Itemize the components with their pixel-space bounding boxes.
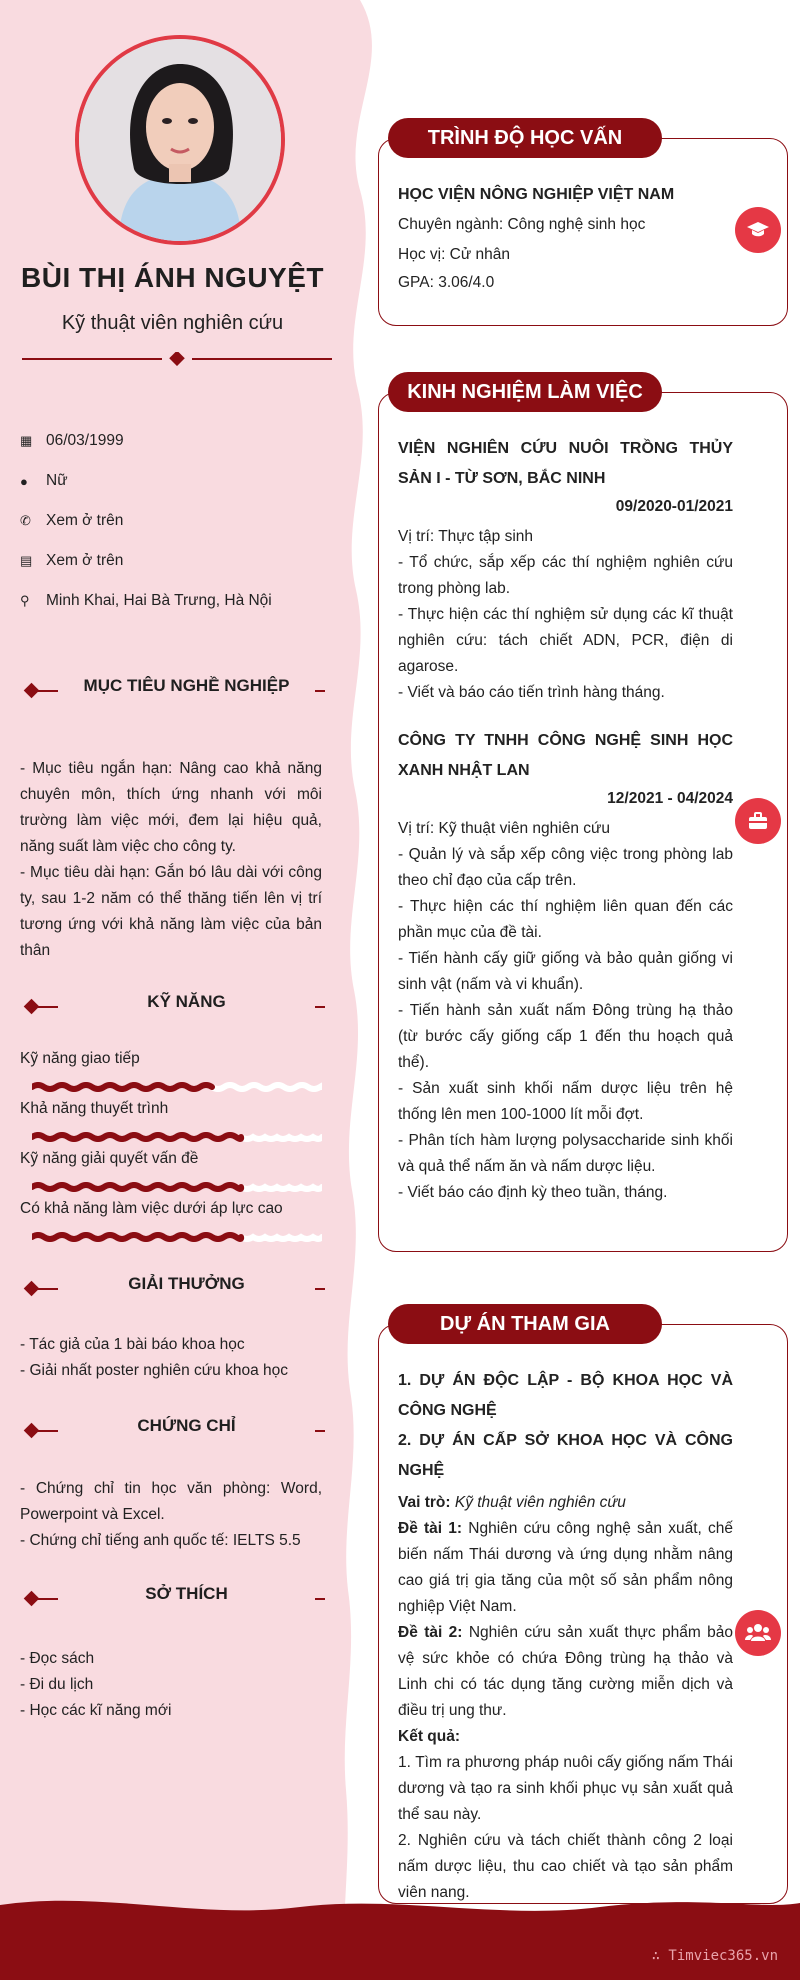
job-company: CÔNG TY TNHH CÔNG NGHỆ SINH HỌC XANH NHẬT LAN: [398, 732, 733, 779]
name-divider: [22, 352, 332, 366]
contact-phone-text: Xem ở trên: [46, 512, 124, 529]
cert-item: - Chứng chỉ tin học văn phòng: Word, Powerpoint và Excel.: [20, 1480, 322, 1523]
skill-bar: [32, 1082, 322, 1092]
project-role-value: Kỹ thuật viên nghiên cứu: [454, 1494, 626, 1511]
project-title: 1. DỰ ÁN ĐỘC LẬP - BỘ KHOA HỌC VÀ CÔNG NGHỆ: [398, 1372, 733, 1419]
award-item: - Tác giả của 1 bài báo khoa học: [20, 1336, 245, 1353]
hobby-item: - Đi du lịch: [20, 1676, 94, 1693]
skill-bar: [32, 1182, 322, 1192]
skills-heading-text: KỸ NĂNG: [139, 992, 233, 1011]
contact-address-text: Minh Khai, Hai Bà Trưng, Hà Nội: [46, 592, 272, 609]
skill-label: Khả năng thuyết trình: [20, 1100, 169, 1117]
certs-heading-text: CHỨNG CHỈ: [129, 1416, 243, 1435]
awards-heading: [20, 1274, 325, 1300]
skill-label: Kỹ năng giải quyết vấn đề: [20, 1150, 199, 1167]
job-duty: - Viết báo cáo định kỳ theo tuần, tháng.: [398, 1184, 668, 1201]
job-duty: - Thực hiện các thí nghiệm sử dụng các kĩ thuật nghiên cứu: tách chiết ADN, PCR, điện di agarose.: [398, 606, 733, 675]
portrait-illustration: [79, 39, 281, 241]
topic1-text: Nghiên cứu công nghệ sản xuất, chế biến nấm Thái dương và ứng dụng nhằm nâng cao giá trị gia tăng của một số sản phẩm nông nghiệp Việt Nam.: [398, 1520, 733, 1615]
skills-heading: [20, 992, 325, 1018]
job-period: 09/2020-01/2021: [615, 498, 733, 515]
skill-bar-remainder: [212, 1085, 322, 1089]
user-icon: ●: [20, 473, 28, 489]
awards-heading-text: GIẢI THƯỞNG: [120, 1274, 252, 1293]
topic1-label: Đề tài 1:: [398, 1520, 463, 1537]
skill-label: Kỹ năng giao tiếp: [20, 1050, 140, 1067]
job-duty: - Quản lý và sắp xếp công việc trong phòng lab theo chỉ đạo của cấp trên.: [398, 846, 733, 889]
experience-content: [398, 434, 733, 1206]
certs-heading: [20, 1416, 325, 1442]
job-period: 12/2021 - 04/2024: [607, 790, 733, 807]
phone-icon: ✆: [20, 513, 31, 528]
email-icon: ▤: [20, 553, 33, 568]
education-gpa: GPA: 3.06/4.0: [398, 274, 495, 291]
skill-bar-remainder: [241, 1187, 322, 1189]
skill-bar: [32, 1132, 322, 1142]
objective-text: [20, 756, 322, 964]
briefcase-icon: [746, 809, 770, 833]
school-name: HỌC VIỆN NÔNG NGHIỆP VIỆT NAM: [398, 186, 675, 203]
education-content: [398, 180, 733, 296]
objective-heading: [20, 676, 325, 702]
contact-gender-text: Nữ: [46, 472, 68, 489]
group-icon: [745, 1621, 771, 1645]
location-icon: ⚲: [20, 593, 30, 608]
objective-heading-text: MỤC TIÊU NGHỀ NGHIỆP: [76, 676, 298, 695]
project-topic-1: [398, 1516, 733, 1620]
project-title: 2. DỰ ÁN CẤP SỞ KHOA HỌC VÀ CÔNG NGHỆ: [398, 1432, 733, 1479]
projects-content: [398, 1366, 733, 1906]
contact-email-text: Xem ở trên: [46, 552, 124, 569]
job-duty: - Phân tích hàm lượng polysaccharide sinh khối và quả thể nấm ăn và nấm dược liệu.: [398, 1132, 733, 1175]
results-label: Kết quả:: [398, 1728, 460, 1745]
result-item: 2. Nghiên cứu và tách chiết thành công 2 loại nấm dược liệu, thu cao chiết và tạo sản phẩm viên nang.: [398, 1832, 733, 1901]
hobby-item: - Học các kĩ năng mới: [20, 1702, 172, 1719]
diamond-icon: [24, 683, 40, 699]
contact-email: [20, 552, 123, 570]
graduation-cap-icon: [746, 218, 770, 242]
diamond-icon: [24, 1281, 40, 1297]
skill-bar-remainder: [241, 1137, 322, 1139]
awards-text: [20, 1332, 322, 1384]
topic2-text: Nghiên cứu sản xuất thực phẩm bảo vệ sức khỏe có chứa Đông trùng hạ thảo và Linh chi có tác dụng tăng cường miễn dịch và điều trị ung thư.: [398, 1624, 733, 1719]
job-duty: - Sản xuất sinh khối nấm dược liệu trên hệ thống lên men 100-1000 lít mỗi đợt.: [398, 1080, 733, 1123]
projects-heading: DỰ ÁN THAM GIA: [388, 1304, 662, 1344]
contact-dob-text: 06/03/1999: [46, 432, 124, 449]
candidate-title: Kỹ thuật viên nghiên cứu: [61, 312, 284, 334]
objective-short-term: - Mục tiêu ngắn hạn: Nâng cao khả năng chuyên môn, thích ứng nhanh với môi trường làm việc mới, đem lại hiệu quả, năng suất làm việc cho công ty.: [20, 760, 322, 855]
profile-photo: [75, 35, 285, 245]
contact-phone: [20, 512, 123, 530]
hobby-item: - Đọc sách: [20, 1650, 95, 1667]
skill-bar-fill: [32, 1085, 212, 1089]
award-item: - Giải nhất poster nghiên cứu khoa học: [20, 1362, 289, 1379]
result-item: 1. Tìm ra phương pháp nuôi cấy giống nấm Thái dương và tạo ra sinh khối phục vụ sản xuất quả thể sau này.: [398, 1754, 733, 1823]
experience-heading: KINH NGHIỆM LÀM VIỆC: [388, 372, 662, 412]
hobbies-text: [20, 1646, 322, 1724]
topic2-label: Đề tài 2:: [398, 1624, 463, 1641]
job-position: Vị trí: Thực tập sinh: [398, 528, 534, 545]
education-degree: Học vị: Cử nhân: [398, 246, 511, 263]
watermark: ∴ Timviec365.vn: [651, 1948, 778, 1964]
contact-address: [20, 592, 272, 610]
education-major: Chuyên ngành: Công nghệ sinh học: [398, 216, 646, 233]
skill-bar-remainder: [241, 1237, 322, 1239]
projects-icon-circle: [735, 1610, 781, 1656]
project-topic-2: [398, 1620, 733, 1724]
job-company: VIỆN NGHIÊN CỨU NUÔI TRỒNG THỦY SẢN I - TỪ SƠN, BẮC NINH: [398, 440, 733, 487]
hobbies-heading: [20, 1584, 325, 1610]
diamond-icon: [24, 999, 40, 1015]
job-duty: - Tổ chức, sắp xếp các thí nghiệm nghiên cứu trong phòng lab.: [398, 554, 733, 597]
skill-label: Có khả năng làm việc dưới áp lực cao: [20, 1200, 283, 1217]
candidate-name: BÙI THỊ ÁNH NGUYỆT: [21, 262, 324, 293]
project-role-label: Vai trò:: [398, 1494, 451, 1511]
footer-wave: [0, 1895, 800, 1980]
cert-item: - Chứng chỉ tiếng anh quốc tế: IELTS 5.5: [20, 1532, 301, 1549]
hobbies-heading-text: SỞ THÍCH: [137, 1584, 236, 1603]
skill-bar-fill: [32, 1185, 241, 1189]
skill-bar: [32, 1232, 322, 1242]
job-duty: - Tiến hành cấy giữ giống và bảo quản giống vi sinh vật (nấm và vi khuẩn).: [398, 950, 733, 993]
job-position: Vị trí: Kỹ thuật viên nghiên cứu: [398, 820, 610, 837]
project-role: [398, 1490, 733, 1516]
education-icon-circle: [735, 207, 781, 253]
contact-dob: [20, 432, 124, 450]
skill-bar-fill: [32, 1235, 241, 1239]
certs-text: [20, 1476, 322, 1554]
job-duty: - Tiến hành sản xuất nấm Đông trùng hạ thảo (từ bước cấy giống cấp 1 đến thu hoạch quả thể).: [398, 1002, 733, 1071]
education-heading: TRÌNH ĐỘ HỌC VẤN: [388, 118, 662, 158]
contact-gender: [20, 472, 68, 490]
experience-icon-circle: [735, 798, 781, 844]
diamond-icon: [24, 1423, 40, 1439]
skill-bar-fill: [32, 1135, 241, 1139]
calendar-icon: ▦: [20, 433, 33, 448]
job-duty: - Viết và báo cáo tiến trình hàng tháng.: [398, 684, 665, 701]
objective-long-term: - Mục tiêu dài hạn: Gắn bó lâu dài với công ty, sau 1-2 năm có thể thăng tiến lên vị trí tương ứng với khả năng làm việc của bản thân: [20, 864, 322, 959]
diamond-icon: [24, 1591, 40, 1607]
job-duty: - Thực hiện các thí nghiệm liên quan đến các phần mục của đề tài.: [398, 898, 733, 941]
